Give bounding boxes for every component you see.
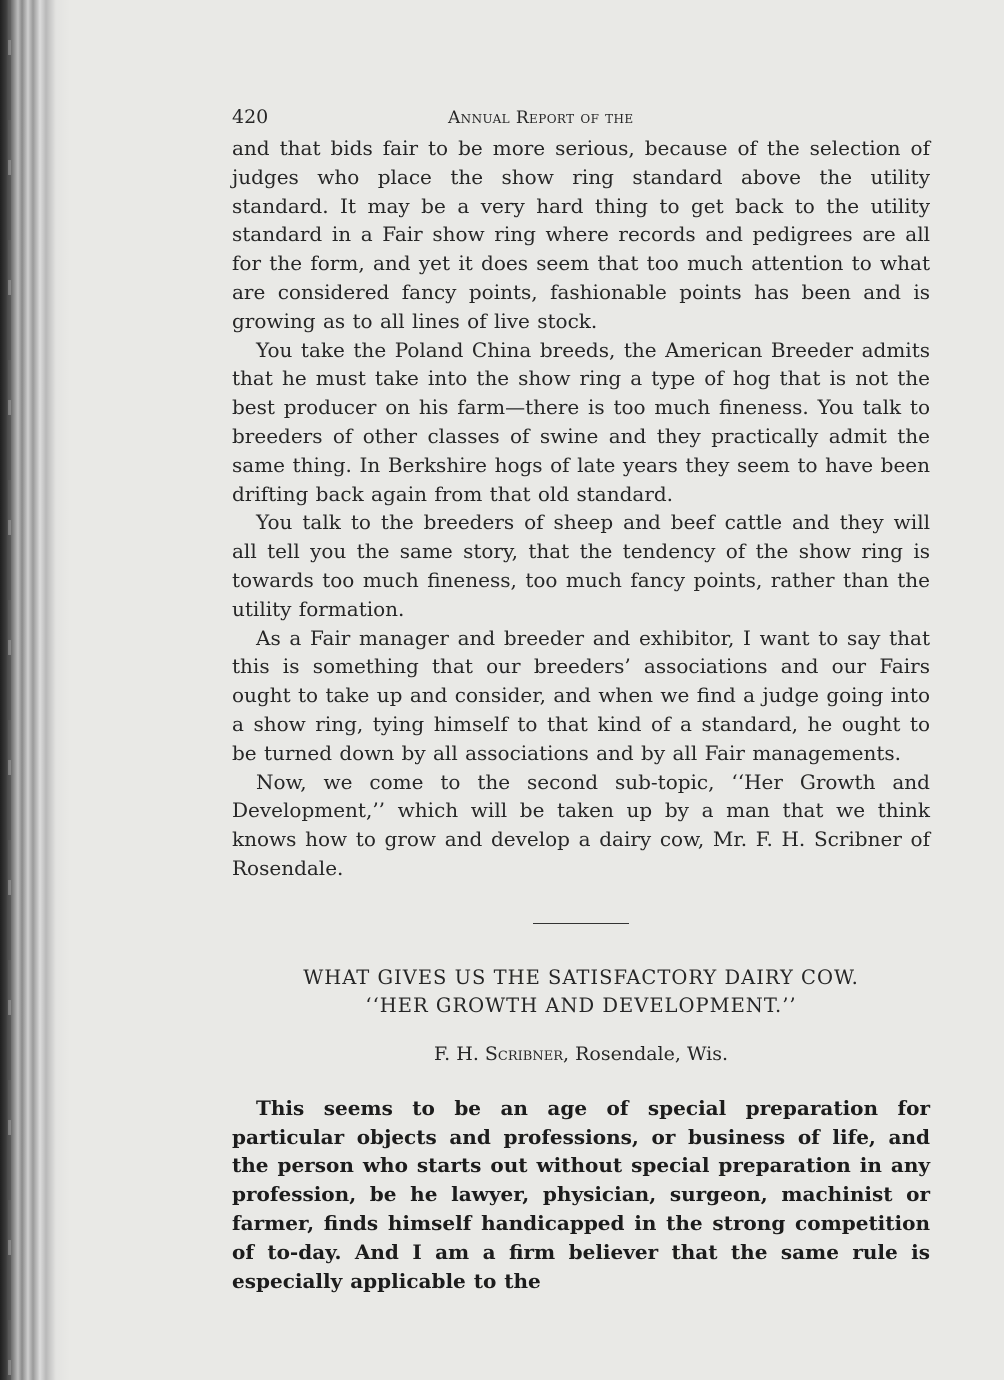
section-divider <box>533 923 629 924</box>
author-name: F. H. Scribner, <box>433 1042 570 1065</box>
paragraph: and that bids fair to be more serious, because of the selection of judges who place the show ring standard above the utility standard. It may be a very hard thing to get back to the utility standard in a Fair show ring where records and pedigrees are all for the form, and yet it does seem that too much attention to what are considered fancy points, fashionable points has been and is growing as to all lines of live stock. <box>232 136 930 333</box>
running-title: Annual Report of the <box>448 108 634 128</box>
paragraph: Now, we come to the second sub-topic, ‘‘Her Growth and Development,’’ which will be taken up by a man that we think knows how to grow and develop a dairy cow, Mr. F. H. Scribner of Rosendale. <box>232 769 930 880</box>
article-paragraph: This seems to be an age of special preparation for particular objects and professions, or business of life, and the person who starts out without special preparation in any profession, be he lawyer, physician, surgeon, machinist or farmer, finds himself handicapped in the strong competition of to-day. And I am a firm believer that the same rule is especially applicable to the <box>232 1095 930 1293</box>
section-heading-line: ‘‘HER GROWTH AND DEVELOPMENT.’’ <box>365 993 797 1017</box>
author-location: Rosendale, Wis. <box>575 1042 729 1065</box>
running-head <box>232 100 930 134</box>
paragraph: You take the Poland China breeds, the American Breeder admits that he must take into the show ring a type of hog that is not the best producer on his farm—there is too much fineness. You talk to breeders of other classes of swine and they practically admit the same thing. In Berkshire hogs of late years they seem to have been drifting back again from that old standard. <box>232 337 930 506</box>
author-byline <box>232 1043 930 1065</box>
paragraph: You talk to the breeders of sheep and beef cattle and they will all tell you the same story, that the tendency of the show ring is towards too much fineness, too much fancy points, rather than the utility formation. <box>232 510 930 621</box>
book-binding-edge <box>0 0 70 1380</box>
paragraph: As a Fair manager and breeder and exhibitor, I want to say that this is something that our breeders’ associations and our Fairs ought to take up and consider, and when we find a judge going into a show ring, tying himself to that kind of a standard, he ought to be turned down by all associations and by all Fair managements. <box>232 625 930 765</box>
page-number: 420 <box>232 106 269 128</box>
section-heading-line: WHAT GIVES US THE SATISFACTORY DAIRY COW. <box>303 965 859 989</box>
book-page <box>232 100 930 1295</box>
section-heading <box>232 964 930 1020</box>
